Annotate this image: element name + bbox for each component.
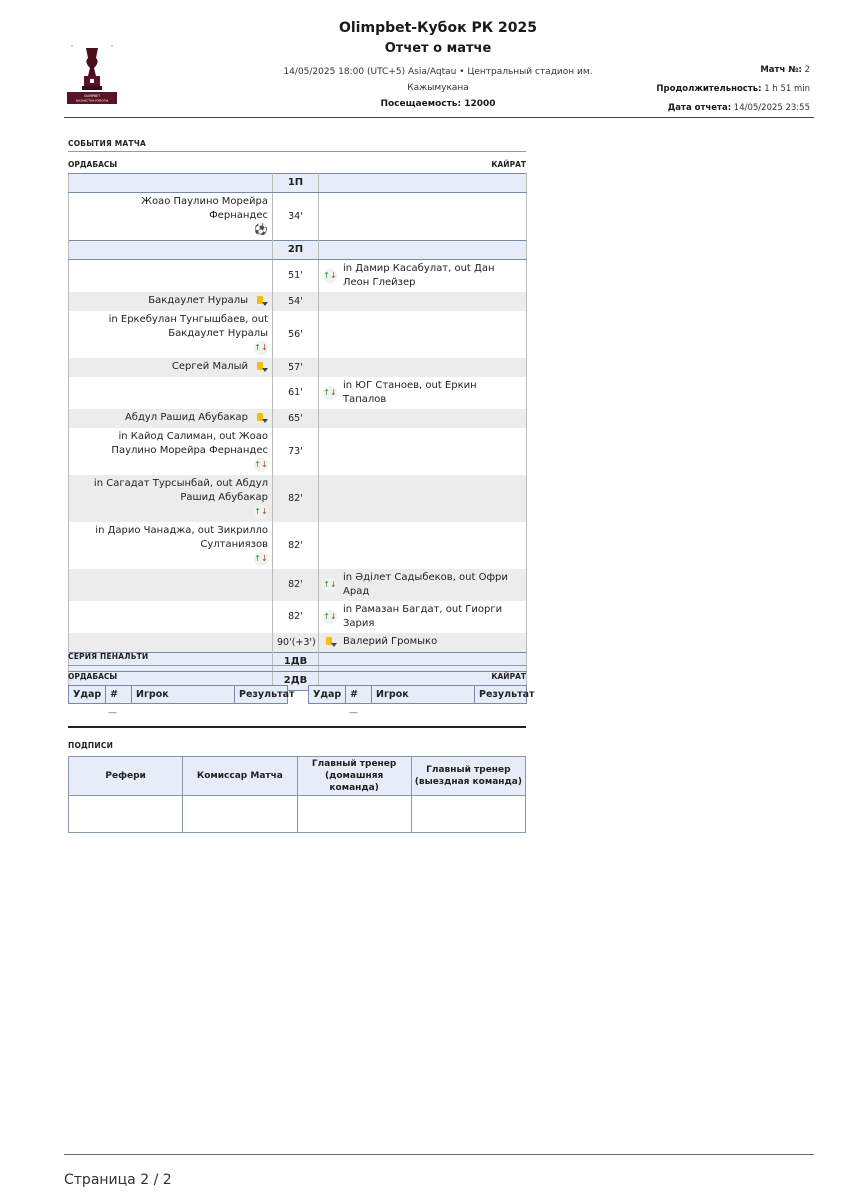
penalty-section-divider — [68, 665, 526, 666]
event-row — [69, 409, 527, 428]
event-minute: 61' — [273, 377, 319, 409]
event-home-cell — [69, 358, 273, 377]
events-section-divider — [68, 151, 526, 152]
penalty-away-header-row — [309, 686, 527, 704]
event-home-cell — [69, 475, 273, 522]
event-row — [69, 428, 527, 475]
event-away-cell — [319, 409, 527, 428]
event-minute: 82' — [273, 475, 319, 522]
event-home-text: Жоао Паулино Морейра Фернандес — [141, 196, 268, 221]
period-label: 1ДВ — [273, 653, 319, 672]
penalty-col-player: Игрок — [132, 686, 235, 704]
event-row — [69, 569, 527, 601]
penalty-col-player: Игрок — [372, 686, 475, 704]
yellow-card-icon — [254, 411, 268, 425]
event-away-cell — [319, 522, 527, 569]
event-away-cell — [319, 292, 527, 311]
event-home-cell — [69, 377, 273, 409]
header-divider — [64, 117, 814, 118]
event-home-text: Абдул Рашид Абубакар — [124, 412, 248, 423]
event-minute: 34' — [273, 193, 319, 241]
event-minute: 82' — [273, 601, 319, 633]
logo-text-2: ҚАЗАҚСТАН КУБОГЫ — [75, 98, 109, 103]
events-team-names — [68, 160, 526, 169]
event-home-cell — [69, 193, 273, 241]
signature-away-coach-field[interactable] — [411, 796, 525, 833]
penalty-away-team: КАЙРАТ — [491, 672, 526, 681]
event-minute: 73' — [273, 428, 319, 475]
event-home-cell — [69, 409, 273, 428]
event-away-cell — [319, 475, 527, 522]
signatures-blank-row — [69, 796, 526, 833]
period-away-cell — [319, 241, 527, 260]
attendance: Посещаемость: 12000 — [380, 99, 496, 109]
signatures-section-title: ПОДПИСИ — [68, 741, 114, 750]
signature-referee-label: Рефери — [69, 757, 183, 796]
period-label: 2ДВ — [273, 672, 319, 691]
penalty-col-shot: Удар — [309, 686, 346, 704]
event-minute: 57' — [273, 358, 319, 377]
event-minute: 54' — [273, 292, 319, 311]
substitution-icon: ↑↓ — [323, 269, 337, 283]
event-away-cell — [319, 601, 527, 633]
match-meta — [656, 61, 810, 118]
period-row-p2 — [69, 241, 527, 260]
signature-home-coach-label: Главный тренер (домашняя команда) — [297, 757, 411, 796]
period-home-cell — [69, 174, 273, 193]
logo-text-1: OLIMPBET — [83, 94, 101, 98]
match-info — [280, 64, 596, 112]
match-number: Матч №: 2 — [760, 65, 810, 75]
event-home-cell — [69, 428, 273, 475]
event-row — [69, 292, 527, 311]
period-away-cell — [319, 653, 527, 672]
penalty-col-result: Результат — [235, 686, 288, 704]
events-section-title: СОБЫТИЯ МАТЧА — [68, 139, 146, 148]
match-duration: Продолжительность: 1 h 51 min — [656, 84, 810, 94]
page-number: Страница 2 / 2 — [64, 1172, 172, 1188]
goal-icon: ⚽ — [254, 223, 268, 236]
event-home-cell — [69, 633, 273, 653]
event-away-text: in ЮГ Станоев, out Еркин Тапалов — [343, 380, 477, 405]
event-away-cell — [319, 428, 527, 475]
substitution-icon: ↑↓ — [323, 578, 337, 592]
event-row — [69, 358, 527, 377]
event-row — [69, 522, 527, 569]
signatures-header-row — [69, 757, 526, 796]
penalty-home-empty: — — [108, 708, 117, 718]
event-away-text: in Рамазан Багдат, out Гиорги Зария — [343, 604, 503, 629]
match-events-table — [68, 173, 527, 691]
penalty-col-shot: Удар — [69, 686, 106, 704]
signature-commissioner-label: Комиссар Матча — [183, 757, 297, 796]
events-away-team: КАЙРАТ — [491, 160, 526, 169]
penalty-team-names — [68, 672, 526, 681]
event-away-cell — [319, 569, 527, 601]
event-home-cell — [69, 311, 273, 358]
report-date: Дата отчета: 14/05/2025 23:55 — [667, 103, 810, 113]
event-home-text: in Еркебулан Тунгышбаев, out Бакдаулет Нуралы — [108, 314, 268, 339]
event-row — [69, 193, 527, 241]
event-row — [69, 633, 527, 653]
event-away-cell — [319, 311, 527, 358]
period-home-cell — [69, 241, 273, 260]
event-away-cell — [319, 377, 527, 409]
period-label: 2П — [273, 241, 319, 260]
event-home-text: in Дарио Чанаджа, out Зикрилло Султаниязов — [95, 525, 268, 550]
signature-commissioner-field[interactable] — [183, 796, 297, 833]
signature-referee-field[interactable] — [69, 796, 183, 833]
report-title: Отчет о матче — [384, 41, 492, 56]
yellow-card-icon — [254, 294, 268, 308]
event-away-cell — [319, 260, 527, 293]
signatures-table — [68, 756, 526, 833]
penalty-section-title: СЕРИЯ ПЕНАЛЬТИ — [68, 652, 149, 661]
substitution-icon: ↑↓ — [323, 386, 337, 400]
event-home-text: Сергей Малый — [171, 361, 248, 372]
substitution-icon: ↑↓ — [254, 458, 268, 472]
events-home-team: ОРДАБАСЫ — [68, 160, 118, 169]
event-row — [69, 475, 527, 522]
event-row — [69, 260, 527, 293]
penalty-col-number: # — [346, 686, 372, 704]
penalty-col-number: # — [106, 686, 132, 704]
period-row-p1 — [69, 174, 527, 193]
event-minute: 65' — [273, 409, 319, 428]
substitution-icon: ↑↓ — [254, 552, 268, 566]
period-label: 1П — [273, 174, 319, 193]
signature-home-coach-field[interactable] — [297, 796, 411, 833]
event-home-text: Бакдаулет Нуралы — [148, 295, 248, 306]
event-home-text: in Сагадат Турсынбай, out Абдул Рашид Абубакар — [93, 478, 268, 503]
event-away-cell — [319, 193, 527, 241]
substitution-icon: ↑↓ — [323, 610, 337, 624]
event-away-text: in Әділет Садыбеков, out Офри Арад — [343, 572, 508, 597]
event-row — [69, 311, 527, 358]
event-minute: 82' — [273, 569, 319, 601]
event-away-text: in Дамир Касабулат, out Дан Леон Глейзер — [343, 263, 495, 288]
penalty-home-header-row — [69, 686, 288, 704]
yellow-card-icon — [254, 360, 268, 374]
event-away-text: Валерий Громыко — [343, 636, 438, 647]
penalty-table-home — [68, 685, 295, 704]
event-away-cell — [319, 633, 527, 653]
datetime-venue: 14/05/2025 18:00 (UTC+5) Asia/Aqtau • Центральный стадион им. Кажымукана — [283, 67, 593, 93]
penalty-home-team: ОРДАБАСЫ — [68, 672, 118, 681]
event-home-text: in Кайод Салиман, out Жоао Паулино Морейра Фернандес — [111, 431, 268, 456]
event-away-cell — [319, 358, 527, 377]
penalty-section-end-rule — [68, 726, 526, 728]
event-home-cell — [69, 522, 273, 569]
period-away-cell — [319, 174, 527, 193]
event-home-cell — [69, 292, 273, 311]
event-home-cell — [69, 569, 273, 601]
event-row — [69, 377, 527, 409]
penalty-table-away — [308, 685, 535, 704]
event-minute: 56' — [273, 311, 319, 358]
event-row — [69, 601, 527, 633]
tournament-title: Olimpbet-Кубок РК 2025 — [338, 20, 537, 36]
penalty-col-result: Результат — [475, 686, 527, 704]
substitution-icon: ↑↓ — [254, 341, 268, 355]
event-minute: 90'(+3') — [273, 633, 319, 653]
event-minute: 51' — [273, 260, 319, 293]
event-home-cell — [69, 601, 273, 633]
substitution-icon: ↑↓ — [254, 505, 268, 519]
penalty-away-empty: — — [349, 708, 358, 718]
footer-divider — [64, 1154, 814, 1155]
event-minute: 82' — [273, 522, 319, 569]
yellow-card-icon — [323, 635, 337, 649]
event-home-cell — [69, 260, 273, 293]
signature-away-coach-label: Главный тренер (выездная команда) — [411, 757, 525, 796]
